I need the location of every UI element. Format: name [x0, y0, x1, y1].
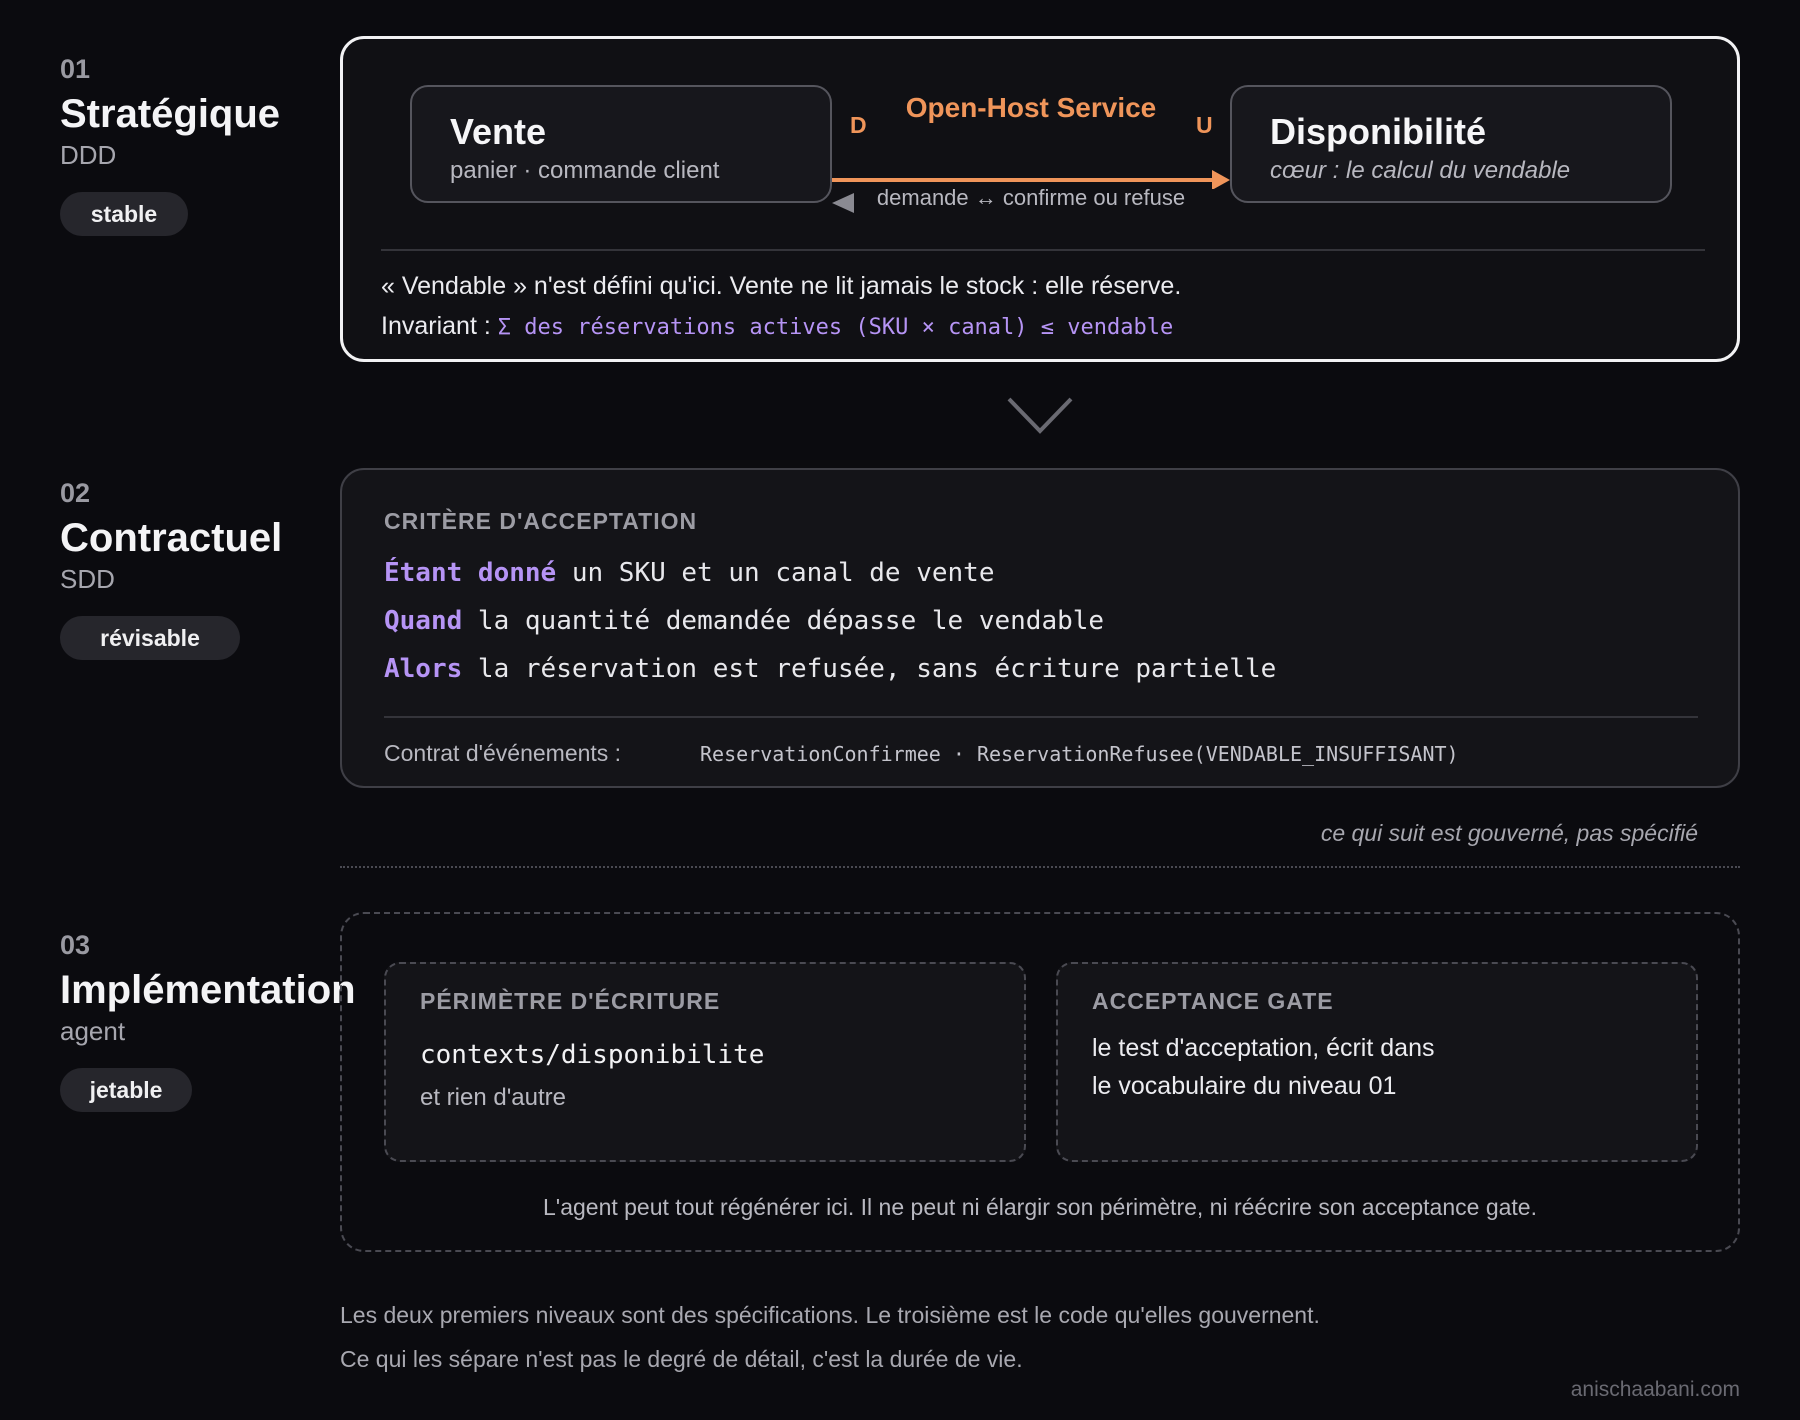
panel-divider [381, 249, 1705, 251]
given-keyword: Étant donné [384, 558, 557, 588]
governed-note: ce qui suit est gouverné, pas spécifié [1320, 820, 1698, 846]
level-02-method: SDD [60, 564, 115, 594]
footer-line-2: Ce qui les sépare n'est pas le degré de détail, c'est la durée de vie. [340, 1346, 1023, 1372]
then-keyword: Alors [384, 654, 463, 684]
acceptance-gate-heading: ACCEPTANCE GATE [1092, 988, 1334, 1014]
chevron-down-icon [1005, 395, 1075, 439]
panel-divider [384, 716, 1698, 718]
level-02-title: Contractuel [60, 516, 283, 560]
context-disponibilite-description: cœur : le calcul du vendable [1270, 157, 1571, 184]
write-scope-note: et rien d'autre [420, 1084, 567, 1111]
then-line [384, 654, 1276, 684]
level-03-title: Implémentation [60, 968, 356, 1012]
level-01-title: Stratégique [60, 92, 281, 136]
context-vente-name: Vente [450, 111, 547, 152]
level-03-badge: jetable [60, 1068, 192, 1112]
acceptance-criteria-heading: CRITÈRE D'ACCEPTATION [384, 508, 698, 534]
strategic-panel [340, 36, 1740, 362]
level-02-badge: révisable [60, 616, 240, 660]
ohs-arrow-head [1212, 170, 1230, 189]
invariant-label: Invariant : [381, 312, 491, 340]
invariant-expression: Σ des réservations actives (SKU × canal) ≤ vendable [497, 315, 1174, 340]
acceptance-gate-box [1056, 962, 1698, 1162]
level-03-method: agent [60, 1016, 126, 1046]
level-02-number: 02 [60, 478, 91, 508]
given-line [384, 558, 994, 588]
write-scope-path: contexts/disponibilite [420, 1040, 765, 1070]
write-scope-box [384, 962, 1026, 1162]
when-line [384, 606, 1104, 636]
upstream-marker: U [1196, 112, 1213, 138]
context-vente-description: panier · commande client [450, 157, 720, 184]
given-text: un SKU et un canal de vente [556, 558, 995, 588]
downstream-marker: D [850, 112, 867, 138]
level-03-number: 03 [60, 930, 91, 960]
flow-caption: demande ↔ confirme ou refuse [876, 185, 1186, 210]
events-contract-label: Contrat d'événements : [384, 740, 622, 766]
level-01-method: DDD [60, 140, 117, 170]
site-credit: anischaabani.com [1570, 1378, 1740, 1401]
when-text: la quantité demandée dépasse le vendable [462, 606, 1105, 636]
relation-label: Open-Host Service [905, 92, 1157, 123]
acceptance-gate-line-2: le vocabulaire du niveau 01 [1092, 1072, 1397, 1100]
footer-line-1: Les deux premiers niveaux sont des spécifications. Le troisième est le code qu'elles gouvernent. [340, 1302, 1320, 1328]
context-disponibilite-name: Disponibilité [1270, 111, 1486, 152]
implementation-panel [340, 912, 1740, 1252]
invariant-line [381, 312, 1173, 341]
context-relation-arrows [832, 149, 1230, 189]
contract-panel [340, 468, 1740, 788]
when-keyword: Quand [384, 606, 463, 636]
reply-arrow-head [832, 192, 862, 214]
level-01-badge: stable [60, 192, 188, 236]
then-text: la réservation est refusée, sans écriture partielle [462, 654, 1277, 684]
write-scope-heading: PÉRIMÈTRE D'ÉCRITURE [420, 988, 721, 1014]
governance-separator [340, 866, 1740, 868]
implementation-caption: L'agent peut tout régénérer ici. Il ne peut ni élargir son périmètre, ni réécrire son acceptance gate. [543, 1194, 1537, 1220]
events-contract-value: ReservationConfirmee · ReservationRefusee(VENDABLE_INSUFFISANT) [700, 742, 1459, 766]
vendable-note: « Vendable » n'est défini qu'ici. Vente ne lit jamais le stock : elle réserve. [381, 272, 1182, 300]
context-vente [410, 85, 832, 203]
acceptance-gate-line-1: le test d'acceptation, écrit dans [1092, 1034, 1435, 1062]
level-01-number: 01 [60, 54, 91, 84]
context-disponibilite [1230, 85, 1672, 203]
